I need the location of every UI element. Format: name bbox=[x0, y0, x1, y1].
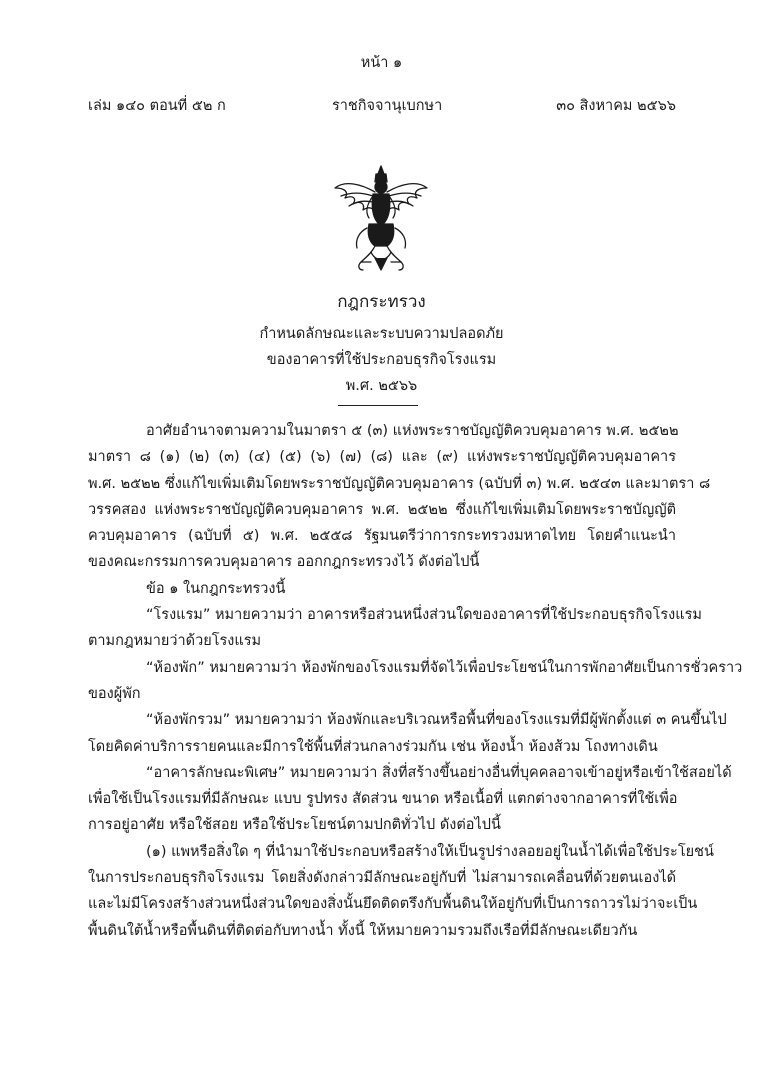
definition-room: “ห้องพัก” หมายความว่า ห้องพักของโรงแรมที่จัดไว้เพื่อประโยชน์ในการพักอาศัยเป็นการชั่วคราว bbox=[146, 659, 743, 676]
garuda-emblem-icon bbox=[331, 162, 431, 274]
item-1: (๑) แพหรือสิ่งใด ๆ ที่นำมาใช้ประกอบหรือสร้างให้เป็นรูปร่างลอยอยู่ในน้ำได้เพื่อใช้ประโยชน์ bbox=[146, 843, 714, 860]
definition-hotel: “โรงแรม” หมายความว่า อาคารหรือส่วนหนึ่งส่วนใดของอาคารที่ใช้ประกอบธุรกิจโรงแรม bbox=[146, 607, 702, 624]
publication-date: ๓๐ สิงหาคม ๒๕๖๖ bbox=[556, 98, 676, 114]
document-title: กฎกระทรวง bbox=[337, 292, 426, 312]
definition-shared-room: “ห้องพักรวม” หมายความว่า ห้องพักและบริเวณหรือพื้นที่ของโรงแรมที่มีผู้พักตั้งแต่ ๓ คนขึ้นไป bbox=[146, 712, 727, 729]
page-number: หน้า ๑ bbox=[360, 55, 403, 71]
definition-hotel: ตามกฎหมายว่าด้วยโรงแรม bbox=[88, 633, 262, 650]
preamble-line: พ.ศ. ๒๕๒๒ ซึ่งแก้ไขเพิ่มเติมโดยพระราชบัญญัติควบคุมอาคาร (ฉบับที่ ๓) พ.ศ. ๒๕๔๓ และมาตรา ๘ bbox=[88, 475, 711, 492]
preamble-line: อาศัยอำนาจตามความในมาตรา ๕ (๓) แห่งพระราชบัญญัติควบคุมอาคาร พ.ศ. ๒๕๒๒ bbox=[146, 423, 679, 439]
preamble-line: ของคณะกรรมการควบคุมอาคาร ออกกฎกระทรวงไว้ ดังต่อไปนี้ bbox=[88, 554, 480, 571]
definition-room: ของผู้พัก bbox=[88, 685, 141, 702]
preamble-line: มาตรา ๘ (๑) (๒) (๓) (๔) (๕) (๖) (๗) (๘) และ (๙) แห่งพระราชบัญญัติควบคุมอาคาร bbox=[88, 449, 676, 466]
gazette-name: ราชกิจจานุเบกษา bbox=[332, 98, 443, 114]
volume-issue: เล่ม ๑๔๐ ตอนที่ ๕๒ ก bbox=[88, 98, 226, 114]
title-divider bbox=[338, 405, 418, 406]
item-1: ในการประกอบธุรกิจโรงแรม โดยสิ่งดังกล่าวมีลักษณะอยู่กับที่ ไม่สามารถเคลื่อนที่ด้วยตนเองได้ bbox=[88, 870, 676, 887]
title-subject-line-2: ของอาคารที่ใช้ประกอบธุรกิจโรงแรม bbox=[266, 352, 497, 368]
definition-special-building: การอยู่อาศัย หรือใช้สอย หรือใช้ประโยชน์ตามปกติทั่วไป ดังต่อไปนี้ bbox=[88, 817, 501, 834]
preamble-line: วรรคสอง แห่งพระราชบัญญัติควบคุมอาคาร พ.ศ. ๒๕๒๒ ซึ่งแก้ไขเพิ่มเติมโดยพระราชบัญญัติ bbox=[88, 501, 676, 518]
item-1: และไม่มีโครงสร้างส่วนหนึ่งส่วนใดของสิ่งนั้นยึดติดตรึงกับพื้นดินให้อยู่กับที่เป็นการถาวรไม่ว่าจะเป็น bbox=[88, 896, 698, 913]
title-subject-line-1: กำหนดลักษณะและระบบความปลอดภัย bbox=[259, 326, 504, 342]
definition-shared-room: โดยคิดค่าบริการรายคนและมีการใช้พื้นที่ส่วนกลางร่วมกัน เช่น ห้องน้ำ ห้องส้วม โถงทางเดิน bbox=[88, 738, 658, 755]
definition-special-building: เพื่อใช้เป็นโรงแรมที่มีลักษณะ แบบ รูปทรง สัดส่วน ขนาด หรือเนื้อที่ แตกต่างจากอาคารที่ใช้เพื่อ bbox=[88, 791, 678, 808]
title-year: พ.ศ. ๒๕๖๖ bbox=[345, 378, 418, 394]
preamble-line: ควบคุมอาคาร (ฉบับที่ ๕) พ.ศ. ๒๕๕๘ รัฐมนตรีว่าการกระทรวงมหาดไทย โดยคำแนะนำ bbox=[88, 528, 676, 545]
definition-special-building: “อาคารลักษณะพิเศษ” หมายความว่า สิ่งที่สร้างขึ้นอย่างอื่นที่บุคคลอาจเข้าอยู่หรือเข้าใช้สอยได้ bbox=[146, 764, 732, 781]
document-body bbox=[88, 418, 743, 944]
clause-1-heading: ข้อ ๑ ในกฎกระทรวงนี้ bbox=[146, 580, 286, 597]
item-1: พื้นดินใต้น้ำหรือพื้นดินที่ติดต่อกับทางน้ำ ทั้งนี้ ให้หมายความรวมถึงเรือที่มีลักษณะเดียวกัน bbox=[88, 922, 638, 939]
